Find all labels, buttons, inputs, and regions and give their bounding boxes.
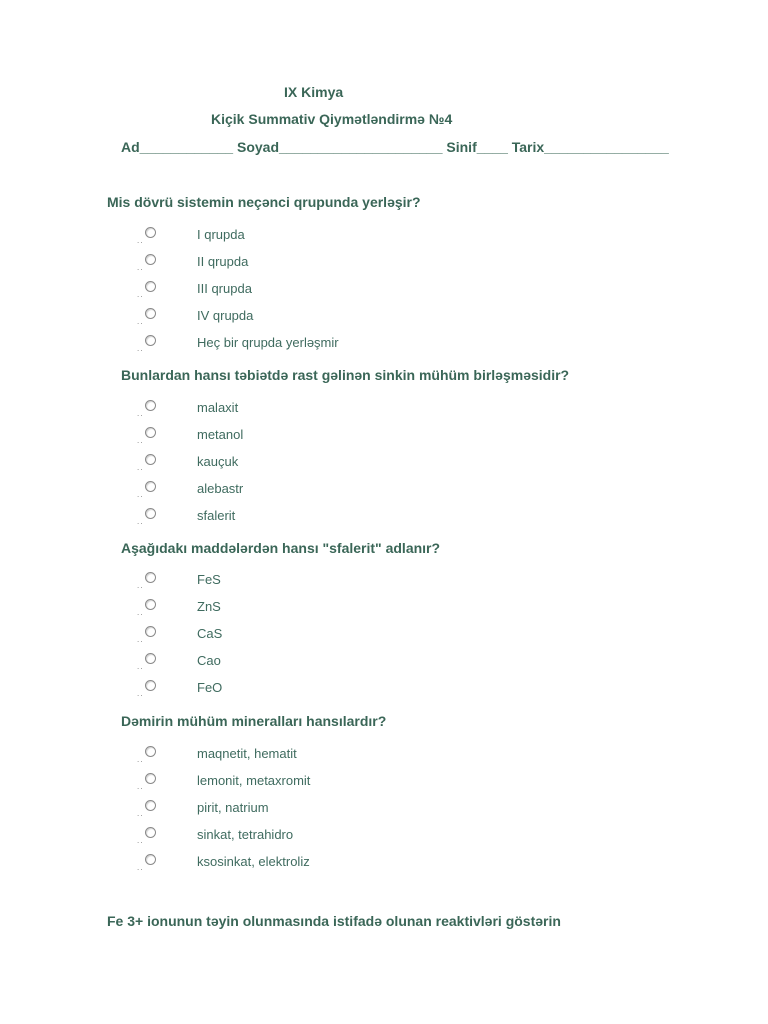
dots-decoration: .. — [137, 608, 144, 617]
dots-decoration: .. — [137, 490, 144, 499]
question-2-option-5[interactable] — [0, 507, 768, 527]
radio-button-icon[interactable] — [145, 254, 156, 265]
option-label: FeS — [197, 572, 221, 587]
radio-button-icon[interactable] — [145, 572, 156, 583]
option-label: FeO — [197, 680, 223, 695]
dots-decoration: .. — [137, 662, 144, 671]
radio-button-icon[interactable] — [145, 508, 156, 519]
option-label: Cao — [197, 653, 221, 668]
radio-button-icon[interactable] — [145, 773, 156, 784]
dots-decoration: .. — [137, 463, 144, 472]
question-2-option-4[interactable] — [0, 480, 768, 500]
radio-button-icon[interactable] — [145, 335, 156, 346]
radio-button-icon[interactable] — [145, 746, 156, 757]
option-label: malaxit — [197, 400, 239, 415]
dots-decoration: .. — [137, 263, 144, 272]
radio-button-icon[interactable] — [145, 227, 156, 238]
option-label: CaS — [197, 626, 223, 641]
option-label: kauçuk — [197, 454, 239, 469]
option-label: sfalerit — [197, 508, 236, 523]
option-label: III qrupda — [197, 281, 252, 296]
question-4-option-5[interactable] — [0, 853, 768, 873]
radio-button-icon[interactable] — [145, 626, 156, 637]
dots-decoration: .. — [137, 836, 144, 845]
question-3-option-4[interactable] — [0, 652, 768, 672]
dots-decoration: .. — [137, 409, 144, 418]
option-label: metanol — [197, 427, 244, 442]
question-4-option-4[interactable] — [0, 826, 768, 846]
radio-button-icon[interactable] — [145, 281, 156, 292]
question-4: Dəmirin mühüm mineralları hansılardır? — [121, 713, 387, 729]
question-3-option-1[interactable] — [0, 571, 768, 591]
radio-button-icon[interactable] — [145, 599, 156, 610]
option-label: ZnS — [197, 599, 221, 614]
question-1-option-1[interactable] — [0, 226, 768, 246]
radio-button-icon[interactable] — [145, 308, 156, 319]
question-1: Mis dövrü sistemin neçənci qrupunda yerləşir? — [107, 194, 421, 210]
option-label: maqnetit, hematit — [197, 746, 297, 761]
dots-decoration: .. — [137, 581, 144, 590]
question-2: Bunlardan hansı təbiətdə rast gəlinən sinkin mühüm birləşməsidir? — [121, 367, 570, 383]
option-label: lemonit, metaxromit — [197, 773, 311, 788]
question-2-option-1[interactable] — [0, 399, 768, 419]
question-3: Aşağıdakı maddələrdən hansı "sfalerit" adlanır? — [121, 540, 441, 556]
question-3-option-2[interactable] — [0, 598, 768, 618]
option-label: ksosinkat, elektroliz — [197, 854, 310, 869]
question-1-option-2[interactable] — [0, 253, 768, 273]
dots-decoration: .. — [137, 863, 144, 872]
question-4-option-1[interactable] — [0, 745, 768, 765]
option-label: sinkat, tetrahidro — [197, 827, 294, 842]
option-label: IV qrupda — [197, 308, 254, 323]
option-label: pirit, natrium — [197, 800, 269, 815]
dots-decoration: .. — [137, 689, 144, 698]
question-1-option-5[interactable] — [0, 334, 768, 354]
dots-decoration: .. — [137, 290, 144, 299]
option-label: alebastr — [197, 481, 244, 496]
question-4-option-2[interactable] — [0, 772, 768, 792]
option-label: Heç bir qrupda yerləşmir — [197, 335, 339, 350]
radio-button-icon[interactable] — [145, 854, 156, 865]
question-2-option-2[interactable] — [0, 426, 768, 446]
dots-decoration: .. — [137, 809, 144, 818]
dots-decoration: .. — [137, 436, 144, 445]
dots-decoration: .. — [137, 755, 144, 764]
document-subtitle: Kiçik Summativ Qiymətləndirmə №4 — [211, 111, 453, 127]
dots-decoration: .. — [137, 317, 144, 326]
radio-button-icon[interactable] — [145, 454, 156, 465]
question-3-option-3[interactable] — [0, 625, 768, 645]
radio-button-icon[interactable] — [145, 800, 156, 811]
radio-button-icon[interactable] — [145, 427, 156, 438]
radio-button-icon[interactable] — [145, 827, 156, 838]
question-4-option-3[interactable] — [0, 799, 768, 819]
dots-decoration: .. — [137, 782, 144, 791]
radio-button-icon[interactable] — [145, 653, 156, 664]
question-1-option-4[interactable] — [0, 307, 768, 327]
option-label: II qrupda — [197, 254, 249, 269]
dots-decoration: .. — [137, 517, 144, 526]
radio-button-icon[interactable] — [145, 481, 156, 492]
document-title: IX Kimya — [284, 84, 344, 100]
option-label: I qrupda — [197, 227, 245, 242]
dots-decoration: .. — [137, 635, 144, 644]
student-info-fields: Ad____________ Soyad_____________________ Sinif____ Tarix________________ — [121, 139, 669, 155]
question-3-option-5[interactable] — [0, 679, 768, 699]
question-5: Fe 3+ ionunun təyin olunmasında istifadə olunan reaktivləri göstərin — [107, 913, 561, 929]
question-1-option-3[interactable] — [0, 280, 768, 300]
dots-decoration: .. — [137, 344, 144, 353]
dots-decoration: .. — [137, 236, 144, 245]
question-2-option-3[interactable] — [0, 453, 768, 473]
radio-button-icon[interactable] — [145, 400, 156, 411]
radio-button-icon[interactable] — [145, 680, 156, 691]
